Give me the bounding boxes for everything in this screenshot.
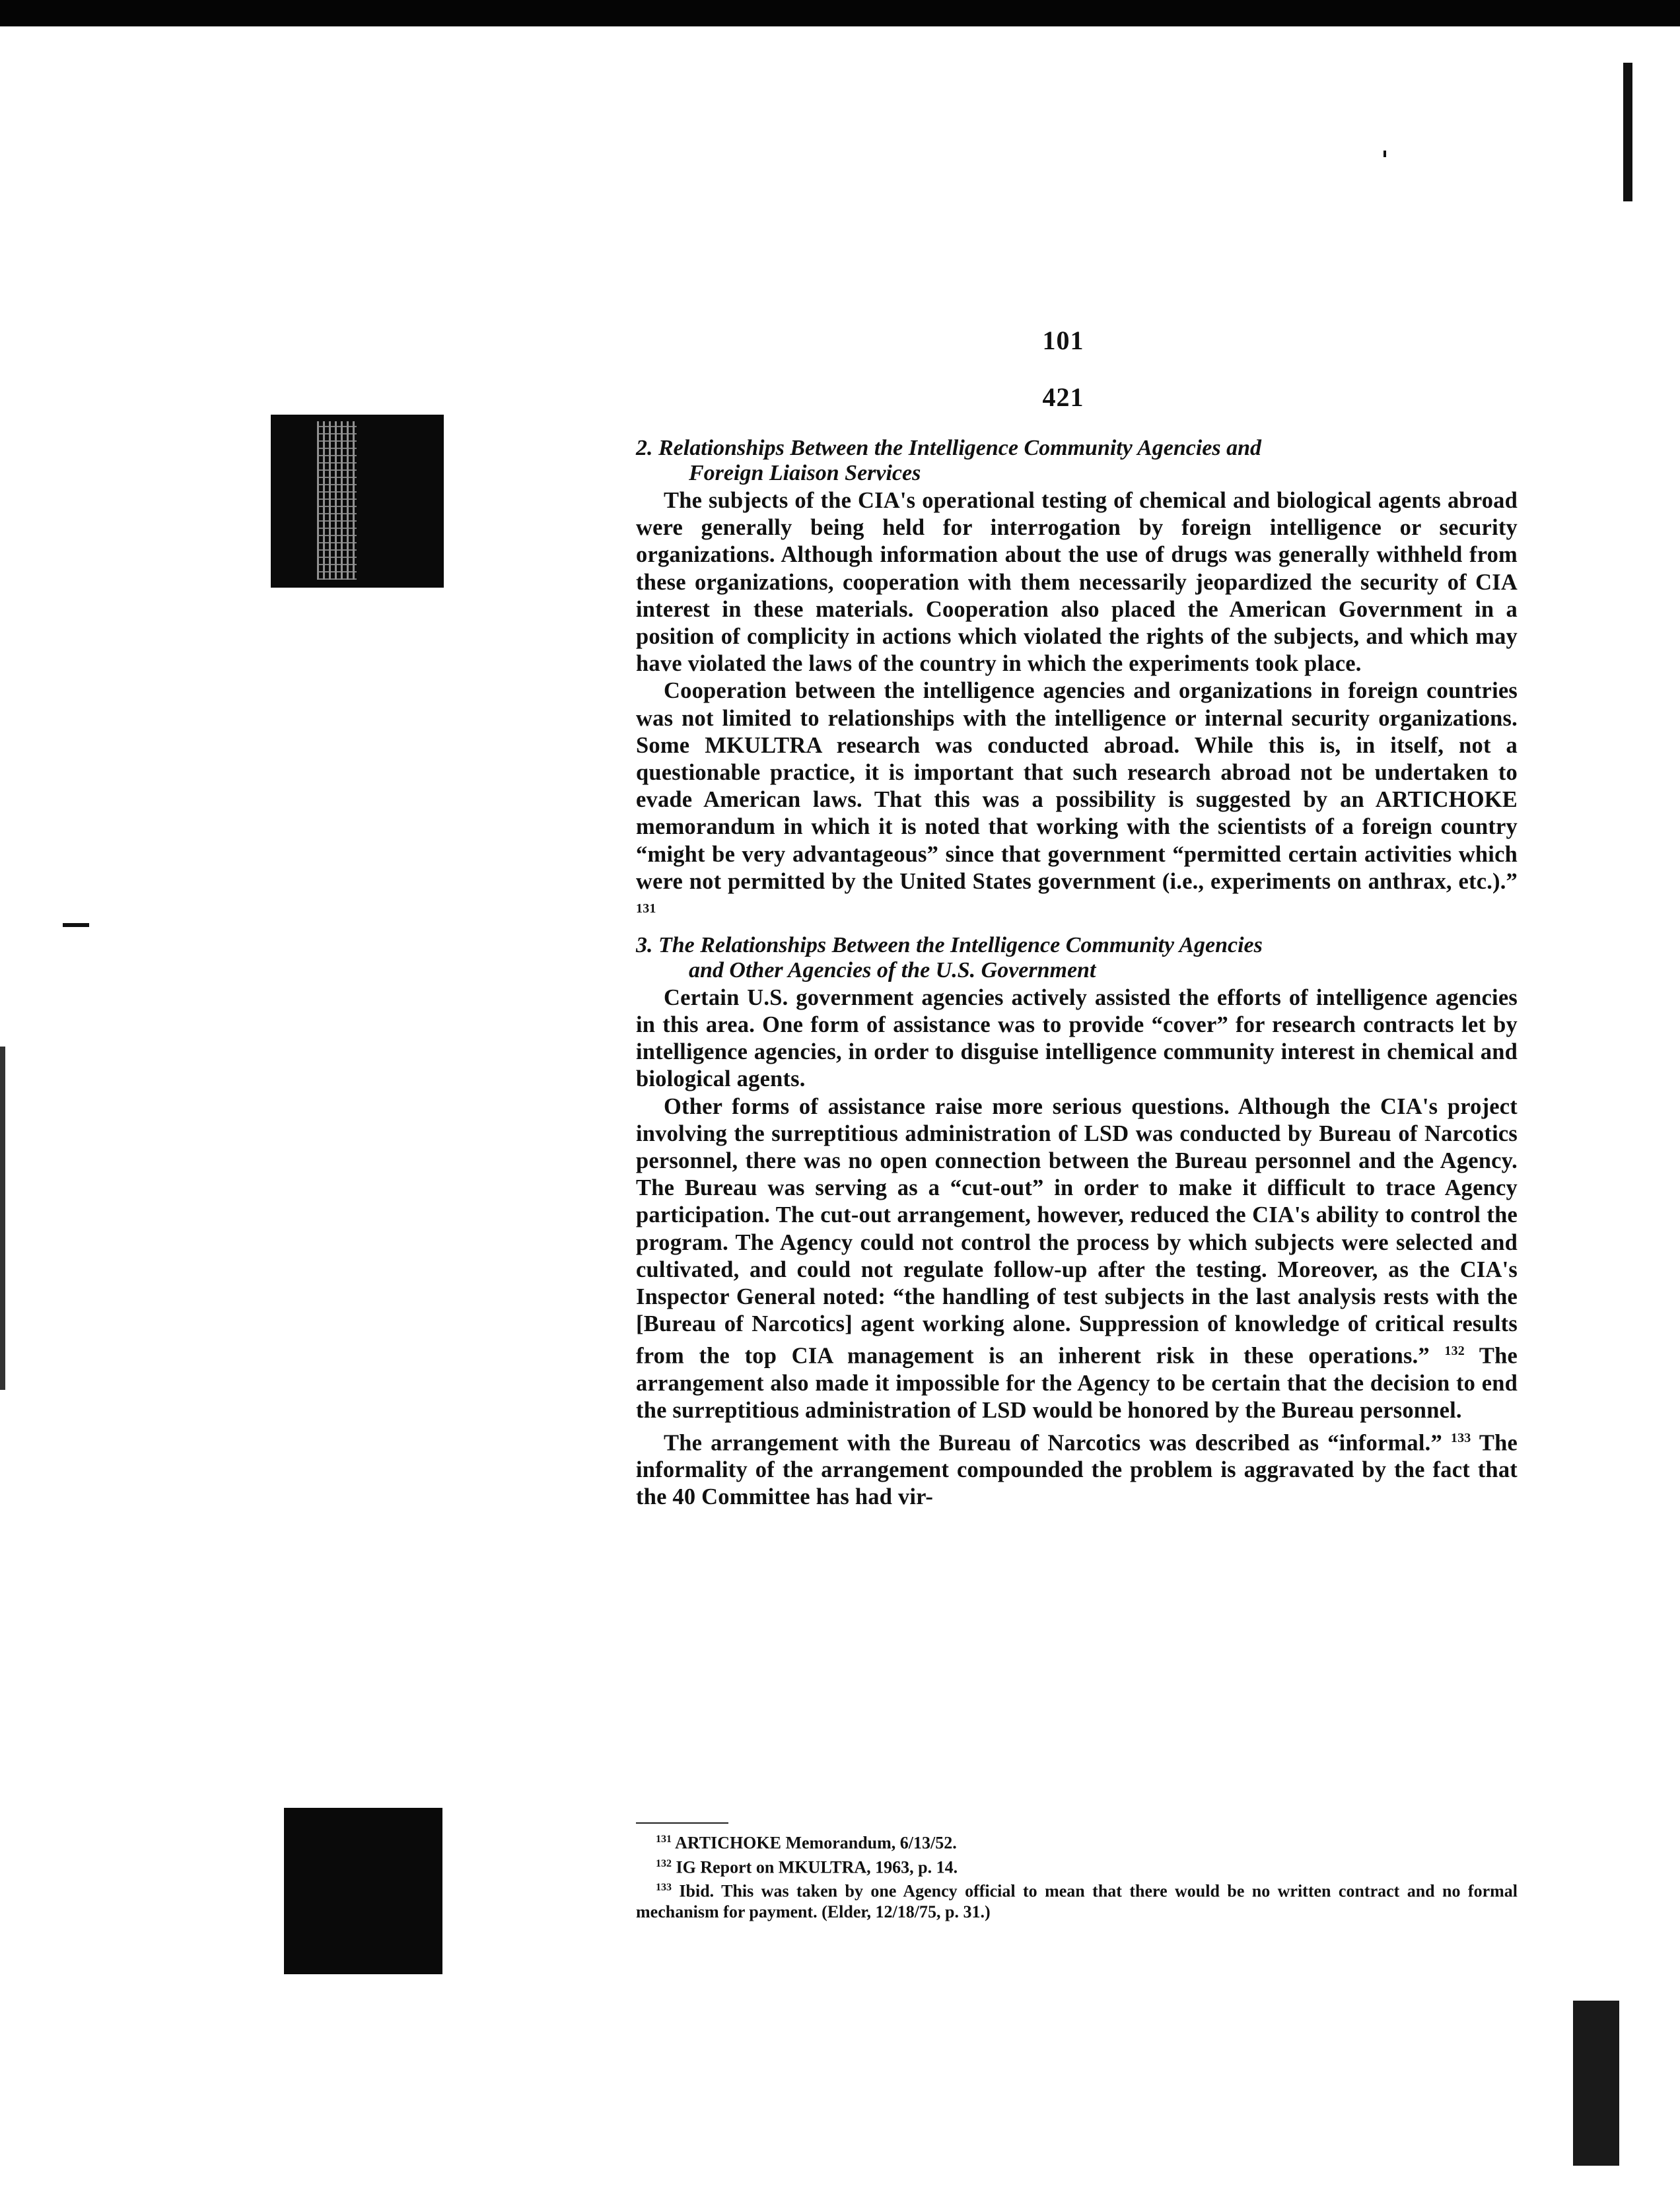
footnote (636, 1829, 1518, 1853)
footnote-ref: 132 (1444, 1344, 1465, 1359)
redaction-block-top (271, 415, 444, 588)
footnote (636, 1853, 1518, 1878)
paragraph (636, 677, 1518, 927)
section-heading-3 (636, 933, 1518, 983)
section-heading-3-line2: and Other Agencies of the U.S. Government (689, 957, 1096, 982)
section-heading-2-line2: Foreign Liaison Services (689, 461, 921, 485)
scan-edge-mark-bottom-right (1573, 2001, 1619, 2166)
footnote-number: 131 (656, 1834, 672, 1845)
page-number: 101 (1042, 326, 1084, 355)
scan-dash-left (63, 923, 89, 927)
paragraph-text: Other forms of assistance raise more serious questions. Although the CIA's project involving the surreptitious administration of LSD was conducted by Bureau of Narcotics personnel, there was no open connection between the Bureau personnel and the Agency. The Bureau was serving as a “cut-out” in order to make it difficult to trace Agency participation. The cut-out arrangement, however, reduced the CIA's ability to control the program. The Agency could not control the process by which subjects were selected and cultivated, and could not regulate follow-up after the testing. Moreover, as the CIA's Inspector General noted: “the handling of test subjects in the last analysis rests with the [Bureau of Narcotics] agent working alone. Suppression of knowledge of critical results from the top CIA management is an inherent risk in these operations.” (636, 1093, 1518, 1369)
footnote-ref: 131 (636, 901, 656, 916)
paragraph-text: Cooperation between the intelligence agencies and organizations in foreign countries was not limited to relationships with the intelligence or internal security organizations. Some MKULTRA research was conducted abroad. While this is, in itself, not a questionable practice, it is important that such research abroad not be undertaken to evade American laws. That this was a possibility is suggested by an ARTICHOKE memorandum in which it is noted that working with the scientists of a foreign country “might be very advantageous” since that government “permitted certain activities which were not permitted by the United States government (i.e., experiments on anthrax, etc.).” (636, 678, 1518, 894)
footnote (636, 1877, 1518, 1922)
scan-edge-mark-left (0, 1047, 5, 1390)
paragraph (636, 1093, 1518, 1425)
section-heading-2-line1: 2. Relationships Between the Intelligence Community Agencies and (636, 436, 1262, 460)
footnote-text: Ibid. This was taken by one Agency official to mean that there would be no written contract and no formal mechanism for payment. (Elder, 12/18/75, p. 31.) (636, 1881, 1518, 1921)
section-heading-2 (636, 436, 1518, 486)
scan-dot-right (1383, 151, 1386, 157)
footnotes (636, 1824, 1518, 1922)
footnote-text: IG Report on MKULTRA, 1963, p. 14. (676, 1857, 958, 1877)
scan-top-border (0, 0, 1680, 26)
paragraph: The subjects of the CIA's operational testing of chemical and biological agents abroad were generally being held for interrogation by foreign intelligence or security organizations. Although information about the use of drugs was generally withheld from these organizations, cooperation with them necessarily jeopardized the security of CIA interest in these materials. Cooperation also placed the American Government in a position of complicity in actions which violated the rights of the subjects, and which may have violated the laws of the country in which the experiments took place. (636, 488, 1518, 677)
redaction-block-bottom (284, 1808, 442, 1974)
scan-edge-mark-top-right (1623, 63, 1632, 201)
footnote-text: ARTICHOKE Memorandum, 6/13/52. (675, 1833, 957, 1853)
paragraph-text: The arrangement also made it impossible for the Agency to be certain that the decision to end the surreptitious administration of LSD would be honored by the Bureau personnel. (636, 1343, 1518, 1424)
page-number-secondary: 421 (1042, 382, 1084, 412)
paragraph (636, 1425, 1518, 1511)
paragraph-text: The informality of the arrangement compounded the problem is aggravated by the fact that the 40 Committee has had vir- (636, 1430, 1518, 1510)
section-heading-3-line1: 3. The Relationships Between the Intelligence Community Agencies (636, 932, 1263, 957)
footnote-ref: 133 (1450, 1430, 1471, 1445)
paragraph: Certain U.S. government agencies actively assisted the efforts of intelligence agencies in this area. One form of assistance was to provide “cover” for research contracts let by intelligence agencies, in order to disguise intelligence community interest in chemical and biological agents. (636, 984, 1518, 1092)
paragraph-text: The arrangement with the Bureau of Narcotics was described as “informal.” (664, 1430, 1442, 1455)
footnote-number: 132 (656, 1857, 672, 1869)
body-text (636, 436, 1518, 1511)
footnote-number: 133 (656, 1882, 672, 1894)
footnote-rule (636, 1822, 728, 1824)
